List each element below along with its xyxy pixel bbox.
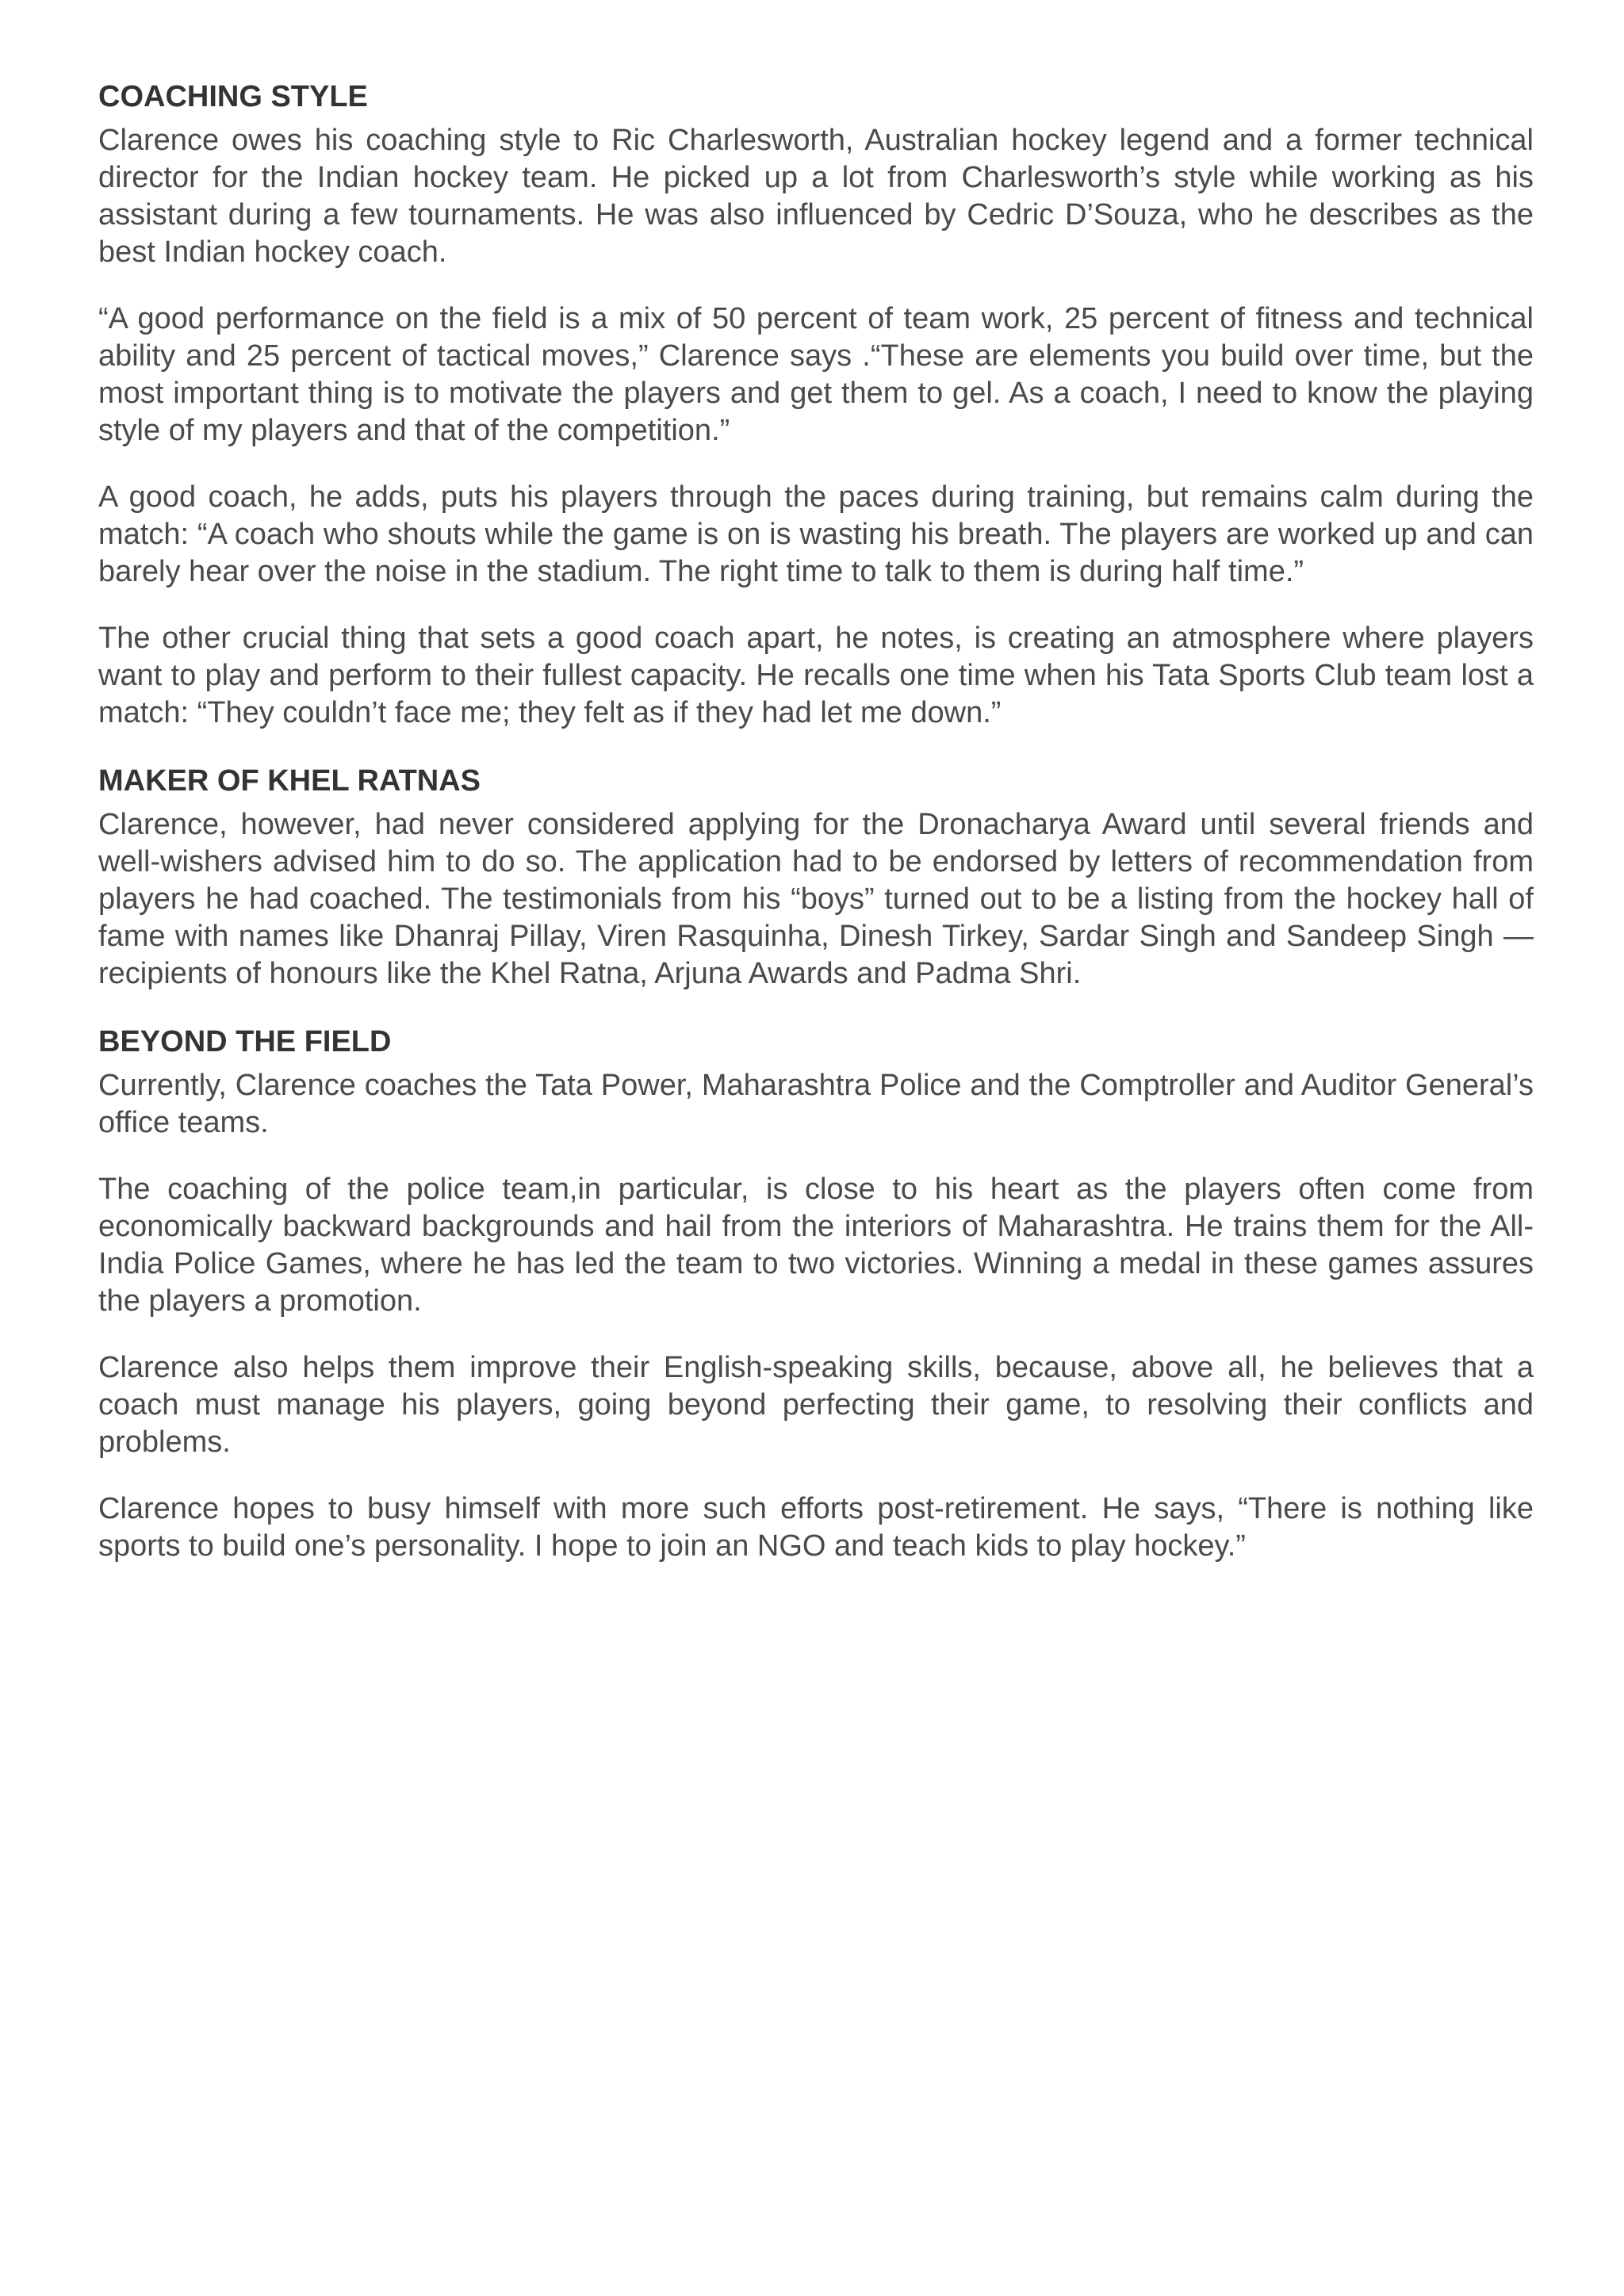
section-coaching-style — [98, 79, 1534, 732]
paragraph: The other crucial thing that sets a good coach apart, he notes, is creating an atmosphere where players want to play and perform to their fullest capacity. He recalls one time when his Tata Sports Club team lost a match: “They couldn’t face me; they felt as if they had let me down.” — [98, 622, 1534, 729]
paragraph: Clarence owes his coaching style to Ric Charlesworth, Australian hockey legend and a former technical director for the Indian hockey team. He picked up a lot from Charlesworth’s style while working as his assistant during a few tournaments. He was also influenced by Cedric D’Souza, who he describes as the best Indian hockey coach. — [98, 124, 1534, 269]
paragraph: Clarence, however, had never considered applying for the Dronacharya Award until several friends and well-wishers advised him to do so. The application had to be endorsed by letters of recommendation from players he had coached. The testimonials from his “boys” turned out to be a listing from the hockey hall of fame with names like Dhanraj Pillay, Viren Rasquinha, Dinesh Tirkey, Sardar Singh and Sandeep Singh — recipients of honours like the Khel Ratna, Arjuna Awards and Padma Shri. — [98, 808, 1534, 990]
document-page — [98, 79, 1534, 1594]
paragraph: Clarence also helps them improve their English-speaking skills, because, above all, he believes that a coach must manage his players, going beyond perfecting their game, to resolving their conflicts and problems. — [98, 1351, 1534, 1459]
paragraph: Clarence hopes to busy himself with more such efforts post-retirement. He says, “There is nothing like sports to build one’s personality. I hope to join an NGO and teach kids to play hockey.” — [98, 1492, 1534, 1563]
paragraph: “A good performance on the field is a mix of 50 percent of team work, 25 percent of fitness and technical ability and 25 percent of tactical moves,” Clarence says .“These are elements you build over time, but the most important thing is to motivate the players and get them to gel. As a coach, I need to know the playing style of my players and that of the competition.” — [98, 302, 1534, 447]
paragraph: Currently, Clarence coaches the Tata Power, Maharashtra Police and the Comptroller and Auditor General’s office teams. — [98, 1069, 1534, 1139]
section-heading: MAKER OF KHEL RATNAS — [98, 764, 481, 798]
section-beyond-the-field — [98, 1024, 1534, 1565]
section-heading: BEYOND THE FIELD — [98, 1025, 392, 1058]
paragraph: A good coach, he adds, puts his players through the paces during training, but remains calm during the match: “A coach who shouts while the game is on is wasting his breath. The players are worked up and can barely hear over the noise in the stadium. The right time to talk to them is during half time.” — [98, 480, 1534, 588]
section-heading: COACHING STYLE — [98, 80, 368, 113]
paragraph: The coaching of the police team,in particular, is close to his heart as the players often come from economically backward backgrounds and hail from the interiors of Maharashtra. He trains them for the All-India Police Games, where he has led the team to two victories. Winning a medal in these games assures the players a promotion. — [98, 1173, 1534, 1318]
section-maker-of-khel-ratnas — [98, 763, 1534, 993]
